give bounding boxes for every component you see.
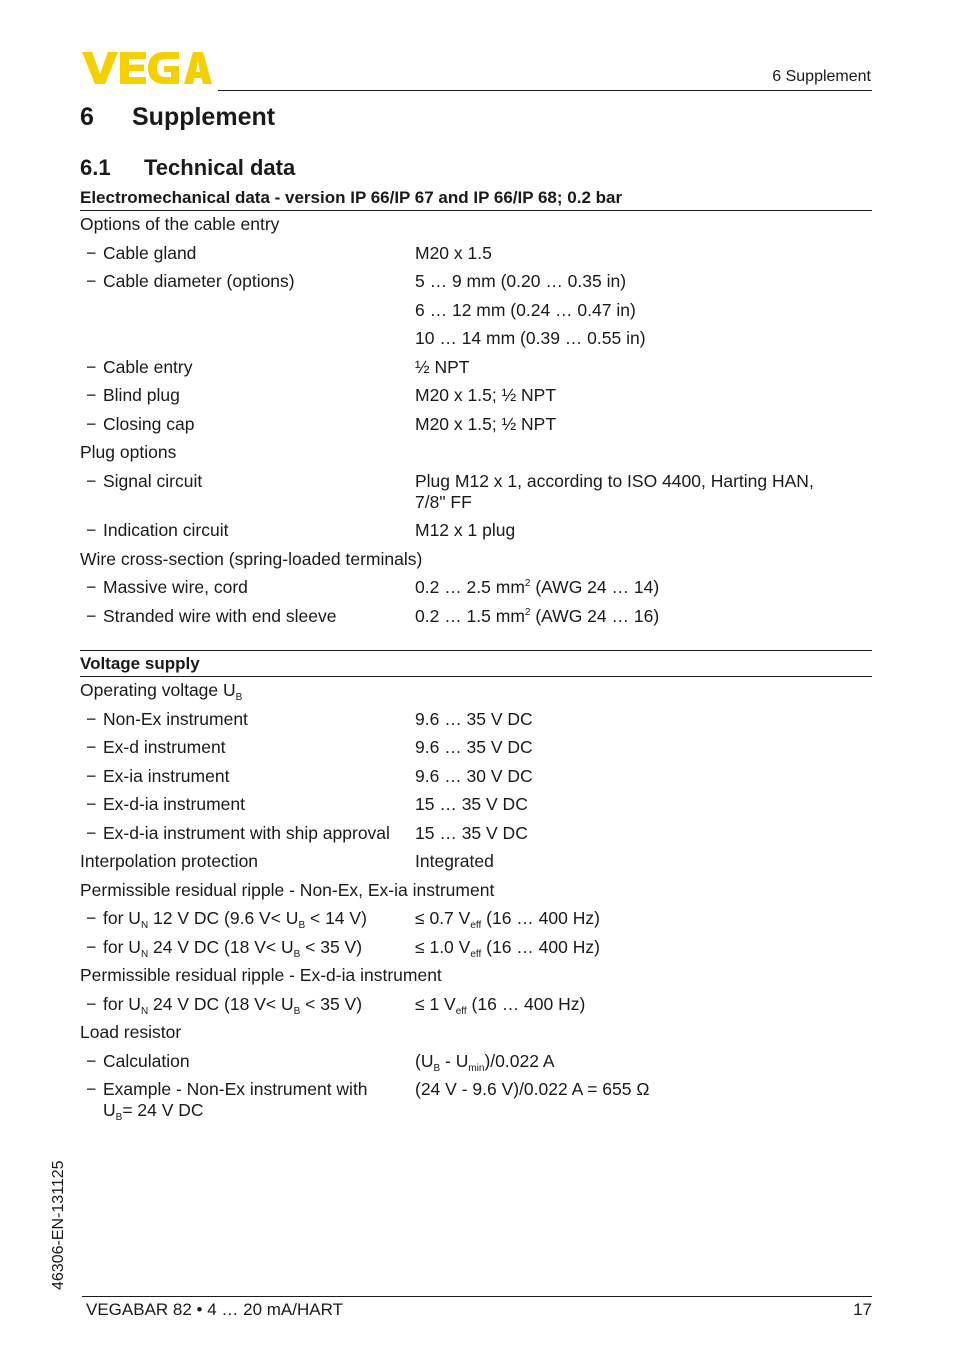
spec-row bbox=[80, 823, 872, 844]
spec-value: 9.6 … 30 V DC bbox=[415, 765, 533, 786]
dash: − bbox=[86, 385, 97, 405]
dash: − bbox=[86, 577, 97, 597]
spec-value: 9.6 … 35 V DC bbox=[415, 708, 533, 729]
spec-row bbox=[80, 549, 872, 570]
spec-row bbox=[80, 851, 872, 872]
spec-label: Blind plug bbox=[103, 385, 180, 405]
spec-label: for $U_N$ 24 V DC (18 $V< U_B < 35$ V) bbox=[103, 993, 363, 1017]
spec-row bbox=[80, 385, 872, 406]
dash: − bbox=[86, 765, 97, 786]
spec-row bbox=[80, 1051, 872, 1072]
dash: − bbox=[86, 794, 97, 814]
spec-label: for $U_N$ 24 V DC (18 $V< U_B < 35$ V) bbox=[103, 936, 363, 960]
spec-value: 0.2 … 2.5 $mm^2$ (AWG 24 … 14) bbox=[415, 577, 660, 597]
spec-row bbox=[80, 1022, 872, 1043]
spec-label: Indication circuit bbox=[103, 520, 229, 540]
footer-rule bbox=[82, 1296, 872, 1297]
subchapter-title: Technical data bbox=[144, 155, 296, 180]
section-title: Electromechanical data - version IP 66/IP 67 and IP 66/IP 68; 0.2 bar bbox=[80, 186, 872, 211]
spec-value: Plug M12 x 1, according to ISO 4400, Harting HAN, 7/8" FF bbox=[415, 470, 814, 512]
spec-value: $(U_B - U_{min})/0.022$ A bbox=[415, 1050, 555, 1074]
dash: − bbox=[86, 908, 97, 928]
spec-value: 15 … 35 V DC bbox=[415, 794, 528, 814]
dash: − bbox=[86, 708, 97, 729]
spec-label: Ex-d instrument bbox=[103, 737, 226, 757]
spec-value: 15 … 35 V DC bbox=[415, 822, 528, 843]
spec-label: for $U_N$ 12 V DC (9.6 $V< U_B < 14$ V) bbox=[103, 908, 367, 931]
spec-value: 6 … 12 mm (0.24 … 0.47 in) bbox=[415, 299, 636, 320]
spec-label: Ex-d-ia instrument bbox=[103, 794, 245, 814]
spec-label: Non-Ex instrument bbox=[103, 708, 248, 729]
spec-row bbox=[80, 520, 872, 541]
header-section-label: 6 Supplement bbox=[772, 68, 871, 85]
dash: − bbox=[86, 242, 97, 263]
spec-value: M20 x 1.5 bbox=[415, 242, 492, 263]
spec-value: 9.6 … 35 V DC bbox=[415, 737, 533, 757]
spec-row bbox=[80, 328, 872, 349]
spec-value: 10 … 14 mm (0.39 … 0.55 in) bbox=[415, 328, 646, 348]
spec-row bbox=[80, 357, 872, 378]
chapter-title: Supplement bbox=[132, 103, 276, 131]
spec-row bbox=[80, 471, 872, 513]
spec-label: Closing cap bbox=[103, 413, 195, 434]
dash: − bbox=[86, 1050, 97, 1071]
chapter-number: 6 bbox=[80, 103, 94, 131]
spec-row bbox=[80, 442, 872, 463]
spec-row bbox=[80, 1079, 872, 1121]
spec-label: Ex-ia instrument bbox=[103, 765, 230, 786]
dash: − bbox=[86, 356, 97, 377]
voltage-supply-section bbox=[80, 650, 872, 1121]
spec-label: Cable gland bbox=[103, 242, 197, 263]
vega-logo bbox=[82, 52, 212, 84]
footer-product: VEGABAR 82 • 4 … 20 mA/HART bbox=[86, 1300, 343, 1319]
document-id: 46306-EN-131125 bbox=[50, 1160, 67, 1290]
dash: − bbox=[86, 936, 97, 957]
spec-row bbox=[80, 908, 872, 929]
spec-group-label: Operating voltage $U_B$ bbox=[80, 680, 243, 703]
dash: − bbox=[86, 605, 97, 626]
spec-label: Stranded wire with end sleeve bbox=[103, 605, 337, 626]
spec-value: Integrated bbox=[415, 851, 494, 871]
dash: − bbox=[86, 470, 97, 491]
spec-value: ½ NPT bbox=[415, 356, 470, 377]
spec-label: Ex-d-ia instrument with ship approval bbox=[103, 822, 390, 843]
spec-value: 5 … 9 mm (0.20 … 0.35 in) bbox=[415, 271, 627, 291]
spec-row bbox=[80, 994, 872, 1015]
spec-label: Massive wire, cord bbox=[103, 577, 248, 597]
spec-value: 0.2 … 1.5 $mm^2$ (AWG 24 … 16) bbox=[415, 605, 660, 626]
header-rule bbox=[218, 90, 872, 91]
spec-group-label: Options of the cable entry bbox=[80, 214, 280, 234]
spec-value: (24 V - 9.6 V)/0.022 A = 655 Ω bbox=[415, 1079, 650, 1099]
spec-row bbox=[80, 766, 872, 787]
subchapter-number: 6.1 bbox=[80, 155, 111, 180]
spec-row bbox=[80, 606, 872, 627]
dash: − bbox=[86, 520, 97, 540]
spec-value: ≤ 1 $V_{eff}$ (16 … 400 Hz) bbox=[415, 993, 586, 1017]
dash: − bbox=[86, 993, 97, 1014]
page-number: 17 bbox=[853, 1300, 872, 1319]
chapter-heading bbox=[80, 103, 275, 132]
spec-row bbox=[80, 880, 872, 901]
spec-row bbox=[80, 300, 872, 321]
dash: − bbox=[86, 1079, 97, 1099]
spec-row bbox=[80, 214, 872, 235]
spec-value: ≤ 1.0 $V_{eff}$ (16 … 400 Hz) bbox=[415, 936, 600, 960]
spec-value: M20 x 1.5; ½ NPT bbox=[415, 385, 557, 405]
dash: − bbox=[86, 271, 97, 291]
spec-row bbox=[80, 271, 872, 292]
subchapter-heading bbox=[80, 155, 295, 181]
spec-group-label: Permissible residual ripple - Ex-d-ia instrument bbox=[80, 965, 442, 985]
spec-label: Cable diameter (options) bbox=[103, 271, 295, 291]
spec-group-label: Load resistor bbox=[80, 1022, 182, 1042]
spec-label: Signal circuit bbox=[103, 470, 203, 491]
spec-row bbox=[80, 680, 872, 701]
spec-label: Example - Non-Ex instrument with $U_B= 24$ V DC bbox=[103, 1079, 368, 1123]
spec-label: Calculation bbox=[103, 1050, 190, 1071]
dash: − bbox=[86, 822, 97, 843]
spec-row bbox=[80, 577, 872, 598]
dash: − bbox=[86, 413, 97, 434]
spec-row bbox=[80, 737, 872, 758]
spec-value: M12 x 1 plug bbox=[415, 520, 516, 540]
spec-row bbox=[80, 965, 872, 986]
spec-group-label: Wire cross-section (spring-loaded terminals) bbox=[80, 548, 423, 569]
spec-row bbox=[80, 794, 872, 815]
spec-value: ≤ 0.7 $V_{eff}$ (16 … 400 Hz) bbox=[415, 908, 600, 931]
spec-row bbox=[80, 937, 872, 958]
spec-label: Cable entry bbox=[103, 356, 193, 377]
spec-row bbox=[80, 414, 872, 435]
spec-row bbox=[80, 243, 872, 264]
electromechanical-section bbox=[80, 186, 872, 627]
spec-group-label: Plug options bbox=[80, 442, 177, 462]
dash: − bbox=[86, 737, 97, 757]
spec-value: M20 x 1.5; ½ NPT bbox=[415, 413, 557, 434]
spec-row bbox=[80, 709, 872, 730]
spec-label: Interpolation protection bbox=[80, 851, 259, 871]
section-title: Voltage supply bbox=[80, 650, 872, 677]
spec-group-label: Permissible residual ripple - Non-Ex, Ex-ia instrument bbox=[80, 879, 495, 900]
